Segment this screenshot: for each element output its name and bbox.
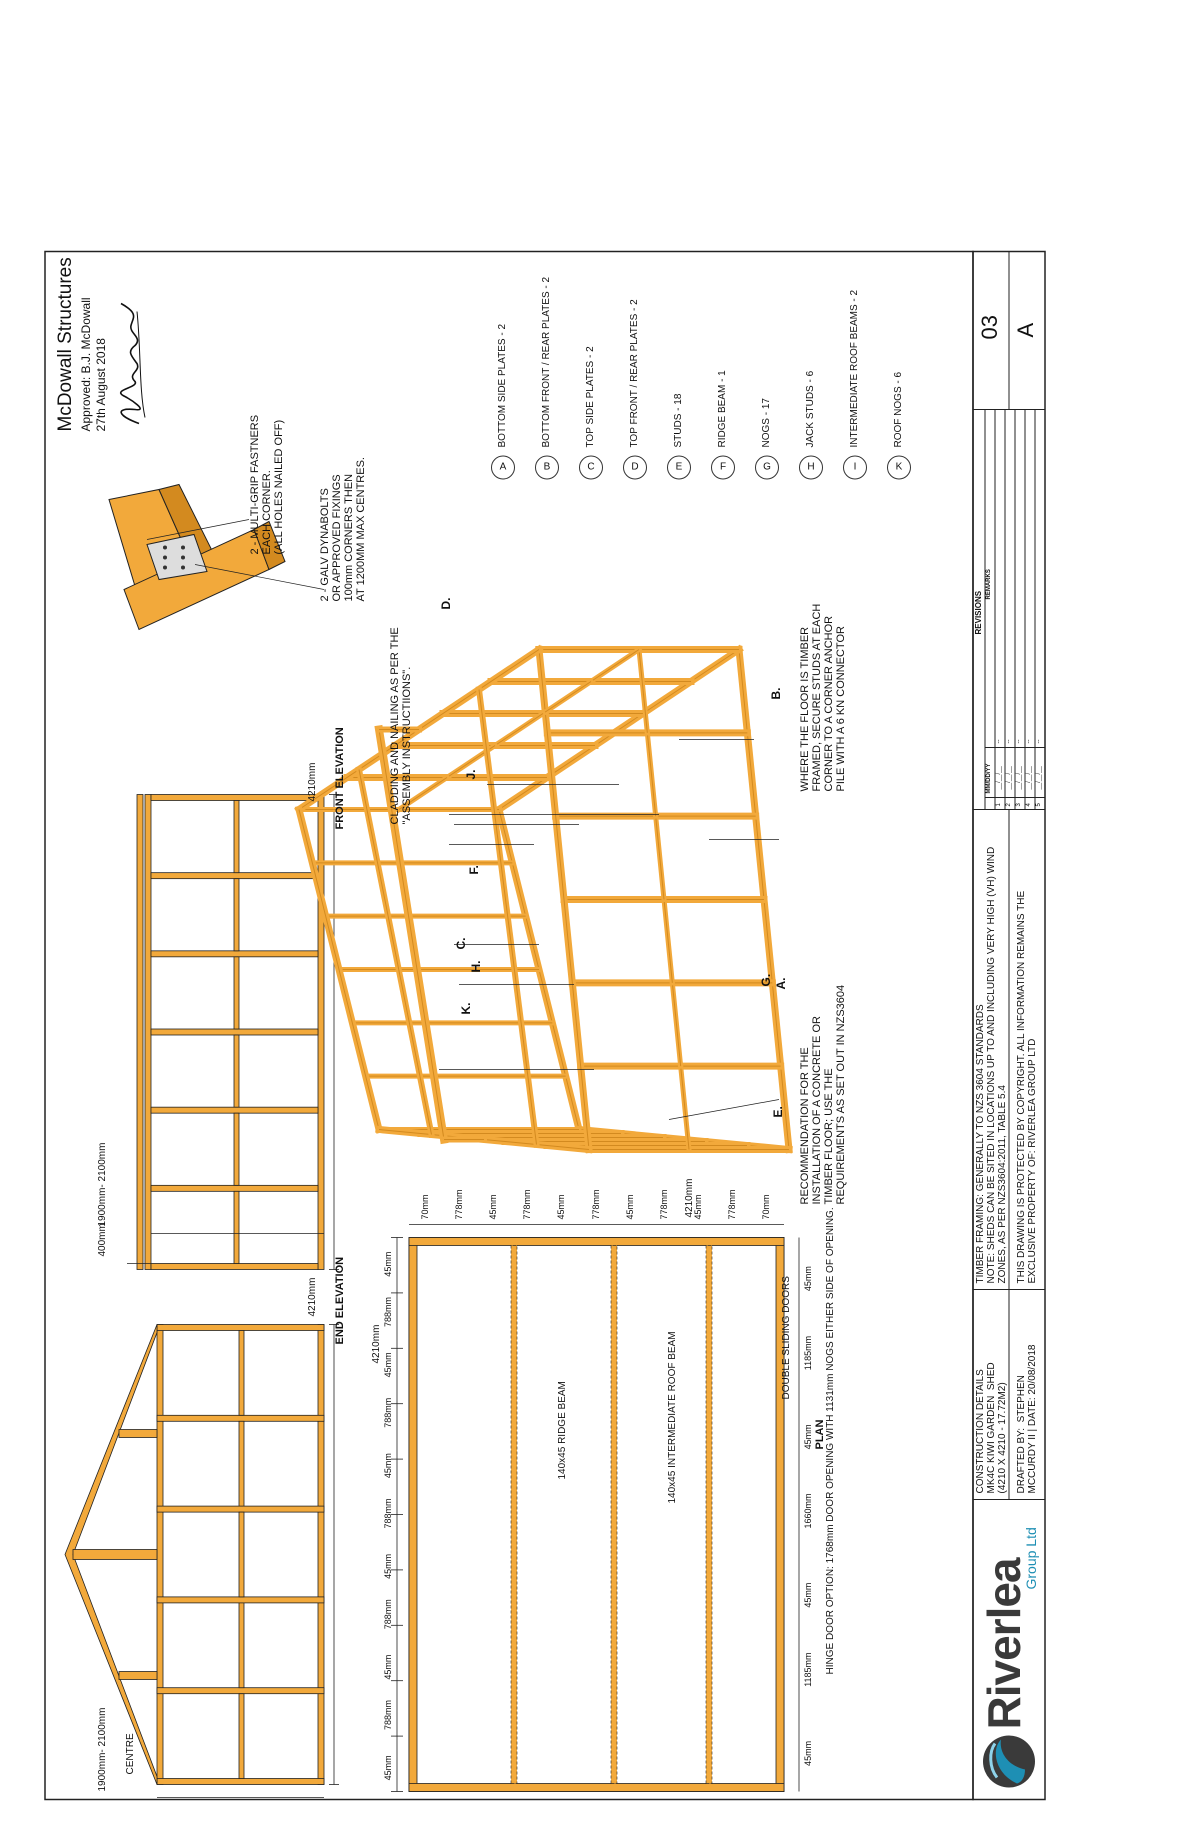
ridge-beam-label: 140x45 RIDGE BEAM — [557, 1381, 568, 1480]
revision-number: 1 — [996, 803, 1002, 807]
drafted-by: DRAFTED BY: STEPHEN MCCURDY II | DATE: 20/08/2018 — [1016, 1344, 1038, 1494]
revision-date: __/__/__ — [1026, 766, 1032, 790]
framing-note: TIMBER FRAMING: GENERALLY TO NZS 3604 STANDARDS NOTE: SHEDS CAN BE SITED IN LOCATIONS UP TO AND INCLUDING VERY HIGH (VH) WIND ZONES, AS PER NZS3604:2011, TABLE 5.4 — [975, 846, 1008, 1284]
callout-letter: F. — [467, 865, 481, 875]
revision-remarks: -- — [1026, 739, 1032, 744]
plan-dimension: 45mm — [556, 1194, 567, 1220]
timber-floor-note: WHERE THE FLOOR IS TIMBER FRAMED, SECURE STUDS AT EACH CORNER TO A CORNER ANCHOR PILE WITH A 6 KN CONNECTOR — [799, 603, 847, 792]
revision-remarks: -- — [1006, 739, 1012, 744]
plan-title: PLAN — [814, 1419, 826, 1450]
legend-key-circle: D — [623, 456, 647, 480]
callout-letter: K. — [459, 1002, 473, 1015]
plan-dimension: 45mm — [383, 1553, 393, 1579]
legend-key-circle: B — [535, 456, 559, 480]
plan-dimension: 788mm — [383, 1397, 393, 1428]
rotated-drawing — [19, 205, 1061, 1830]
revision-date: __/__/__ — [1006, 766, 1012, 790]
legend-key-circle: A — [491, 456, 515, 480]
logo-wordmark: Riverlea — [978, 1558, 1030, 1730]
plan-dimension: 70mm — [760, 1194, 771, 1220]
callout-letter: C. — [454, 937, 468, 950]
logo-swoosh-icon — [977, 1732, 1041, 1792]
callout-letter: D. — [439, 597, 453, 610]
legend-text: NOGS - 17 — [761, 398, 772, 448]
copyright-note: THIS DRAWING IS PROTECTED BY COPYRIGHT. ALL INFORMATION REMAINS THE EXCLUSIVE PROPERTY OF: RIVERLEA GROUP LTD — [1016, 890, 1038, 1284]
front-width-dim: 4210mm — [307, 762, 318, 802]
legend-key-circle: H — [799, 456, 823, 480]
plan-dimension: 788mm — [383, 1297, 393, 1328]
legend-key-circle: F — [711, 456, 735, 480]
plan-dimension: 45mm — [383, 1352, 393, 1378]
plan-dimension: 778mm — [726, 1189, 737, 1220]
legend-key-circle: K — [887, 456, 911, 480]
plan-dimension: 778mm — [454, 1189, 465, 1220]
sliding-doors-label: DOUBLE SLIDING DOORS — [781, 1276, 792, 1400]
revision-date: __/__/__ — [1016, 766, 1022, 790]
revision-number: 4 — [1026, 803, 1032, 807]
cladding-note: CLADDING AND NAILING AS PER THE "ASSEMBLY INSTRUCTIIONS". — [389, 627, 413, 825]
plan-dimension: 45mm — [383, 1453, 393, 1479]
legend-text: ROOF NOGS - 6 — [893, 371, 904, 448]
legend-key-circle: G — [755, 456, 779, 480]
dynabolt-note: 2 - GALV DYNABOLTS OR APPROVED FIXINGS 100mm CORNERS THEN AT 1200MM MAX CENTRES. — [319, 457, 367, 602]
front-top-dim: 400mm — [97, 1223, 108, 1257]
plan-dimension: 45mm — [383, 1755, 393, 1781]
plan-dimension: 45mm — [383, 1654, 393, 1680]
callout-letter: E. — [771, 1106, 785, 1118]
legend-key-circle: E — [667, 456, 691, 480]
front-elevation-title: FRONT ELEVATION — [334, 727, 346, 830]
revision-number: 3 — [1016, 803, 1022, 807]
hinge-door-note: HINGE DOOR OPTION: 1768mm DOOR OPENING WITH 1131mm NOGS EITHER SIDE OF OPENING. — [825, 1207, 836, 1675]
legend-text: INTERMEDIATE ROOF BEAMS - 2 — [849, 289, 860, 448]
legend-text: BOTTOM SIDE PLATES - 2 — [497, 323, 508, 448]
front-height-dim: 1900mm- 2100mm — [97, 1142, 108, 1227]
company-name: McDowall Structures — [55, 257, 76, 432]
revision-remarks: -- — [1016, 739, 1022, 744]
plan-width-side: 4210mm — [684, 1178, 695, 1218]
plan-dimension: 70mm — [420, 1194, 431, 1220]
revision-date: __/__/__ — [996, 766, 1002, 790]
plan-dimension: 778mm — [590, 1189, 601, 1220]
plan-dimension: 45mm — [488, 1194, 499, 1220]
callout-letter: A. — [774, 977, 788, 990]
plan-dimension: 45mm — [383, 1251, 393, 1277]
approval-date: 27th August 2018 — [94, 338, 108, 432]
legend-key-circle: C — [579, 456, 603, 480]
plan-dimension: 788mm — [383, 1498, 393, 1529]
plan-dimension: 45mm — [803, 1266, 813, 1292]
plan-dimension: 45mm — [692, 1194, 703, 1220]
revisions-title: REVISIONS — [974, 590, 983, 635]
revision-number: 5 — [1036, 803, 1042, 807]
sheet-number: 03 — [977, 315, 1002, 340]
revision-date: __/__/__ — [1036, 766, 1042, 790]
legend-text: TOP FRONT / REAR PLATES - 2 — [629, 299, 640, 448]
intermediate-beam-label: 140x45 INTERMEDIATE ROOF BEAM — [667, 1331, 678, 1504]
end-height-dim: 1900mm- 2100mm — [97, 1707, 108, 1792]
revision-remarks: -- — [996, 739, 1002, 744]
callout-letter: J. — [464, 769, 478, 780]
plan-dimension: 778mm — [658, 1189, 669, 1220]
callout-letter: H. — [469, 960, 483, 973]
legend-text: JACK STUDS - 6 — [805, 370, 816, 448]
logo-subtitle: Group Ltd — [1023, 1527, 1039, 1590]
revisions-date-header: MM/DD/YY — [986, 763, 992, 794]
legend-text: RIDGE BEAM - 1 — [717, 370, 728, 448]
plan-dimension: 1660mm — [803, 1493, 813, 1529]
plan-dimension: 45mm — [624, 1194, 635, 1220]
plan-dimension: 45mm — [803, 1582, 813, 1608]
plan-width-top: 4210mm — [371, 1324, 382, 1364]
plan-dimension: 45mm — [803, 1740, 813, 1766]
title-block-lines — [19, 205, 1061, 1830]
plan-dimension: 778mm — [522, 1189, 533, 1220]
centre-label: CENTRE — [125, 1733, 136, 1775]
legend-text: STUDS - 18 — [673, 393, 684, 448]
legend-text: TOP SIDE PLATES - 2 — [585, 346, 596, 448]
end-elevation-title: END ELEVATION — [334, 1256, 346, 1345]
callout-letter: B. — [769, 687, 783, 700]
plan-dimension: 45mm — [803, 1424, 813, 1450]
construction-details: CONSTRUCTION DETAILS MK4C KIWI GARDEN SHED (4210 X 4210 - 17.72M2) — [975, 1362, 1008, 1494]
plan-dimension: 788mm — [383, 1699, 393, 1730]
revision-number: 2 — [1006, 803, 1012, 807]
sheet-size: A — [1013, 322, 1038, 338]
concrete-floor-note: RECOMMENDATION FOR THE INSTALLATION OF A CONCRETE OR TIMBER FLOOR; USE THE REQUIREMENTS AS SET OUT IN NZS3604 — [799, 984, 847, 1205]
callout-letter: G. — [759, 973, 773, 987]
end-width-dim: 4210mm — [307, 1277, 318, 1317]
legend-text: BOTTOM FRONT / REAR PLATES - 2 — [541, 276, 552, 448]
plan-dimension: 788mm — [383, 1599, 393, 1630]
connector-note: 2 - MULTI-GRIP FASTNERS EACH CORNER. (ALL HOLES NAILED OFF) — [249, 414, 285, 555]
approved-by: Approved: B.J. McDowall — [79, 297, 93, 432]
revision-remarks: -- — [1036, 739, 1042, 744]
plan-dimension: 1185mm — [803, 1335, 813, 1371]
plan-dimension: 1185mm — [803, 1652, 813, 1687]
revisions-remarks-header: REMARKS — [986, 569, 992, 600]
legend-key-circle: I — [843, 456, 867, 480]
